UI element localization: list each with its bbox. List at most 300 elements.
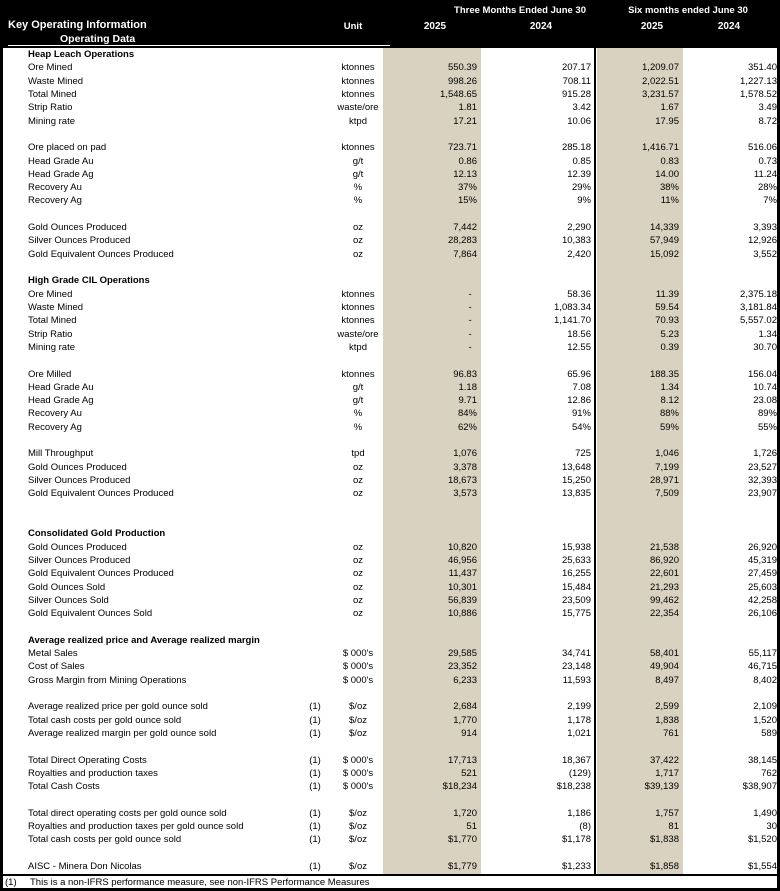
- unit-cell: g/t: [352, 168, 364, 180]
- value-six-months-2024: 32,393: [747, 475, 777, 486]
- value-three-months-2024: 285.18: [561, 142, 591, 154]
- value-three-months-2024: 915.28: [561, 88, 591, 100]
- value-six-months-2025: 57,949: [649, 235, 679, 247]
- value-six-months-2024: 30.70: [753, 341, 777, 353]
- value-six-months-2024: [683, 634, 780, 647]
- value-three-months-2025: -: [468, 328, 477, 340]
- value-six-months-2024: 28%: [757, 182, 777, 194]
- value-six-months-2024: 55,117: [748, 648, 777, 660]
- unit-cell: ktonnes: [341, 88, 375, 100]
- row-label: Metal Sales: [28, 648, 78, 660]
- value-three-months-2024: 1,083.34: [554, 301, 591, 313]
- value-six-months-2025: [595, 634, 683, 647]
- year-header: 2024: [717, 21, 741, 32]
- footnote-ref: [300, 474, 330, 487]
- spacer-row: [0, 687, 780, 700]
- value-six-months-2025: 59%: [659, 421, 679, 433]
- footnote-ref: (1): [309, 714, 321, 726]
- footnote-ref: [300, 567, 330, 580]
- value-six-months-2025: 1,757: [655, 807, 679, 819]
- row-label: Gold Equivalent Ounces Produced: [28, 568, 174, 580]
- value-six-months-2025: 188.35: [649, 368, 679, 380]
- table-row: [0, 155, 780, 168]
- footnote-ref: [300, 660, 330, 673]
- footnote-ref: [300, 487, 330, 500]
- unit-cell: oz: [352, 475, 364, 486]
- value-six-months-2025: $1,858: [649, 861, 679, 873]
- row-label: Average realized price per gold ounce sold: [28, 701, 208, 713]
- row-label: Heap Leach Operations: [28, 49, 135, 60]
- row-label: Gold Equivalent Ounces Sold: [28, 608, 153, 620]
- spacer-row: [0, 208, 780, 221]
- row-label: Average realized price and Average realized margin: [28, 634, 260, 646]
- row-label: Strip Ratio: [28, 328, 73, 340]
- value-three-months-2025: 1,720: [453, 807, 477, 819]
- value-three-months-2025: 723.71: [447, 142, 477, 154]
- value-six-months-2024: 55%: [757, 421, 777, 433]
- value-six-months-2025: [595, 527, 683, 540]
- value-three-months-2025: $1,779: [447, 861, 477, 873]
- value-three-months-2025: 15%: [457, 195, 477, 207]
- row-label: Ore placed on pad: [28, 142, 107, 154]
- footnote-ref: (1): [309, 767, 321, 779]
- footnote-ref: [300, 141, 330, 154]
- row-label: Silver Ounces Sold: [28, 594, 109, 606]
- value-six-months-2025: 761: [663, 727, 679, 739]
- value-six-months-2025: 1.34: [660, 381, 679, 393]
- value-six-months-2024: 10.74: [753, 381, 777, 393]
- value-three-months-2025: 11,437: [448, 568, 477, 580]
- spacer-row: [0, 847, 780, 860]
- table-row: [0, 607, 780, 620]
- section-header-row: [0, 527, 780, 540]
- row-label: Head Grade Ag: [28, 168, 94, 180]
- table-row: [0, 328, 780, 341]
- row-label: AISC - Minera Don Nicolas: [28, 861, 142, 873]
- value-six-months-2024: 3,552: [753, 248, 777, 260]
- row-label: Recovery Au: [28, 182, 82, 194]
- value-six-months-2024: 8,402: [753, 674, 777, 686]
- value-three-months-2024: 18.56: [567, 328, 591, 340]
- value-three-months-2025: 9.71: [458, 395, 477, 407]
- footnote-ref: (1): [309, 834, 321, 846]
- value-three-months-2025: -: [468, 341, 477, 353]
- table-row: [0, 341, 780, 354]
- unit-cell: oz: [352, 248, 364, 260]
- value-six-months-2024: 589: [761, 727, 777, 739]
- unit-cell: $ 000's: [342, 767, 374, 779]
- value-six-months-2024: 3,181.84: [740, 301, 777, 313]
- value-three-months-2024: 1,141.70: [554, 315, 591, 327]
- table-row: [0, 248, 780, 261]
- value-six-months-2024: 762: [761, 767, 777, 779]
- spacer-row: [0, 740, 780, 753]
- row-label: Silver Ounces Produced: [28, 554, 131, 566]
- unit-cell: $/oz: [349, 714, 367, 726]
- value-three-months-2025: 10,820: [447, 541, 477, 553]
- value-six-months-2025: 59.54: [655, 301, 679, 313]
- value-three-months-2025: 2,684: [453, 701, 477, 713]
- value-six-months-2025: 11%: [660, 195, 679, 207]
- unit-cell: $ 000's: [342, 648, 374, 660]
- value-six-months-2025: 15,092: [649, 248, 679, 260]
- table-row: [0, 754, 780, 767]
- value-three-months-2024: 9%: [577, 195, 591, 207]
- unit-cell: oz: [352, 235, 364, 247]
- value-six-months-2024: 2,109: [753, 701, 777, 713]
- footnote-ref: [300, 541, 330, 554]
- year-header: 2024: [529, 21, 553, 32]
- footnote-ref: [300, 394, 330, 407]
- value-three-months-2024: [481, 634, 595, 647]
- footnote-ref: [300, 75, 330, 88]
- row-label: Ore Mined: [28, 288, 73, 300]
- value-three-months-2024: 2,420: [567, 248, 591, 260]
- row-label: Strip Ratio: [28, 102, 73, 114]
- footnote-ref: [300, 328, 330, 341]
- value-three-months-2024: 15,484: [561, 581, 591, 593]
- value-six-months-2024: 351.40: [747, 62, 777, 74]
- value-three-months-2025: 29,585: [447, 648, 477, 660]
- value-six-months-2025: 2,599: [655, 701, 679, 713]
- value-three-months-2025: 1,076: [453, 448, 477, 460]
- value-three-months-2025: 998.26: [447, 75, 477, 87]
- unit-cell: ktonnes: [341, 315, 375, 327]
- spacer-row: [0, 354, 780, 367]
- value-three-months-2025: 521: [461, 767, 477, 779]
- value-six-months-2024: $1,520: [747, 834, 777, 846]
- value-six-months-2024: 89%: [757, 408, 777, 420]
- value-three-months-2024: 15,938: [561, 541, 591, 553]
- row-label: Gold Equivalent Ounces Produced: [28, 248, 174, 260]
- row-label: Recovery Ag: [28, 195, 82, 207]
- footnote-ref: (1): [309, 754, 321, 766]
- unit-cell: oz: [352, 581, 364, 593]
- value-six-months-2024: 23,907: [747, 488, 777, 500]
- value-six-months-2025: [595, 48, 683, 61]
- footnote-ref: (1): [309, 701, 321, 713]
- value-six-months-2024: 1,726: [753, 448, 777, 460]
- value-six-months-2025: 70.93: [655, 315, 679, 327]
- value-three-months-2024: $18,238: [556, 781, 591, 793]
- value-six-months-2024: 26,920: [747, 541, 777, 553]
- table-row: [0, 394, 780, 407]
- table-row: [0, 234, 780, 247]
- value-six-months-2025: 49,904: [649, 661, 679, 673]
- value-three-months-2024: 708.11: [562, 75, 591, 87]
- footnote-row: [0, 874, 780, 891]
- value-six-months-2025: 38%: [659, 182, 679, 194]
- value-six-months-2025: 1,717: [655, 767, 679, 779]
- value-three-months-2024: [481, 48, 595, 61]
- page-title: Key Operating Information: [8, 19, 147, 31]
- footnote-ref: [300, 368, 330, 381]
- footnote-ref: (1): [309, 727, 321, 739]
- unit-cell: ktonnes: [341, 301, 375, 313]
- value-three-months-2024: 15,250: [561, 475, 591, 486]
- section-header-row: [0, 274, 780, 287]
- table-row: [0, 807, 780, 820]
- table-row: [0, 181, 780, 194]
- table-row: [0, 487, 780, 500]
- row-label: Ore Mined: [28, 62, 73, 74]
- value-six-months-2024: 30: [766, 821, 777, 833]
- row-label: Total Mined: [28, 88, 77, 100]
- value-three-months-2025: [386, 527, 481, 540]
- value-six-months-2025: 11.39: [655, 288, 679, 300]
- footnote-ref: (1): [309, 807, 321, 819]
- footnote-ref: [300, 581, 330, 594]
- unit-cell: $ 000's: [342, 781, 374, 793]
- value-three-months-2024: 3.42: [572, 102, 591, 114]
- row-label: Total cash costs per gold ounce sold: [28, 714, 182, 726]
- value-six-months-2025: 17.95: [655, 115, 679, 127]
- value-three-months-2025: 23,352: [447, 661, 477, 673]
- value-three-months-2024: 91%: [571, 408, 591, 420]
- row-label: Gold Ounces Produced: [28, 222, 127, 234]
- value-six-months-2024: [683, 527, 780, 540]
- value-six-months-2024: 1.34: [758, 328, 777, 340]
- unit-cell: ktonnes: [341, 62, 375, 74]
- value-six-months-2024: 1,578.52: [740, 88, 777, 100]
- value-three-months-2025: 12.13: [453, 168, 477, 180]
- table-row: [0, 221, 780, 234]
- row-label: Total Mined: [28, 315, 77, 327]
- table-row: [0, 194, 780, 207]
- value-six-months-2024: 1,490: [753, 807, 777, 819]
- spacer-row: [0, 620, 780, 633]
- value-six-months-2024: 11.24: [753, 168, 777, 180]
- value-six-months-2024: 2,375.18: [740, 288, 777, 300]
- value-six-months-2025: 3,231.57: [642, 88, 679, 100]
- unit-cell: oz: [352, 608, 364, 620]
- value-three-months-2025: -: [468, 301, 477, 313]
- footnote-ref: (1): [309, 861, 321, 873]
- unit-cell: waste/ore: [337, 328, 379, 340]
- table-row: [0, 594, 780, 607]
- table-row: [0, 101, 780, 114]
- value-three-months-2024: 13,648: [561, 461, 591, 473]
- unit-cell: $ 000's: [342, 661, 374, 673]
- page-subtitle: Operating Data: [60, 33, 136, 45]
- unit-cell: oz: [352, 594, 364, 606]
- spacer-row: [0, 501, 780, 514]
- row-label: Gold Equivalent Ounces Produced: [28, 488, 174, 500]
- period-divider-line: [594, 48, 596, 891]
- value-six-months-2024: 45,319: [747, 554, 777, 566]
- footnote-ref: [300, 594, 330, 607]
- value-three-months-2024: 34,741: [561, 648, 591, 660]
- value-six-months-2025: 0.83: [660, 155, 679, 167]
- footnote-ref: [300, 234, 330, 247]
- value-six-months-2024: 26,106: [747, 608, 777, 620]
- value-six-months-2025: 22,354: [649, 608, 679, 620]
- value-three-months-2025: $18,234: [442, 781, 477, 793]
- value-three-months-2025: $1,770: [447, 834, 477, 846]
- unit-cell: %: [353, 408, 363, 420]
- unit-cell: $ 000's: [342, 754, 374, 766]
- footnote-marker: (1): [5, 876, 17, 888]
- row-label: Consolidated Gold Production: [28, 528, 166, 540]
- row-label: Total Cash Costs: [28, 781, 100, 793]
- value-six-months-2024: [683, 274, 780, 287]
- unit-cell: $/oz: [349, 821, 367, 833]
- footnote-ref: [300, 181, 330, 194]
- unit-cell: oz: [352, 488, 364, 500]
- value-three-months-2024: 29%: [571, 182, 591, 194]
- unit-cell: waste/ore: [337, 102, 379, 114]
- row-label: Gold Ounces Produced: [28, 541, 127, 553]
- value-six-months-2024: 38,145: [747, 754, 777, 766]
- value-six-months-2025: 8,497: [655, 674, 679, 686]
- table-row: [0, 833, 780, 846]
- row-label: Waste Mined: [28, 301, 84, 313]
- table-row: [0, 554, 780, 567]
- value-three-months-2025: 10,301: [447, 581, 477, 593]
- footnote-ref: [300, 634, 330, 647]
- value-six-months-2024: 516.06: [747, 142, 777, 154]
- row-label: Mining rate: [28, 115, 75, 127]
- table-row: [0, 461, 780, 474]
- value-six-months-2025: 8.12: [660, 395, 679, 407]
- footnote-ref: [300, 314, 330, 327]
- footnote-ref: [300, 48, 330, 61]
- table-row: [0, 314, 780, 327]
- value-three-months-2025: 550.39: [447, 62, 477, 74]
- table-row: [0, 660, 780, 673]
- footnote-ref: [300, 248, 330, 261]
- table-row: [0, 61, 780, 74]
- row-label: Royalties and production taxes per gold ounce sold: [28, 821, 244, 833]
- value-three-months-2024: 725: [575, 448, 591, 460]
- value-three-months-2024: 11,593: [562, 674, 591, 686]
- table-header-band: [0, 0, 780, 48]
- table-row: [0, 75, 780, 88]
- table-row: [0, 381, 780, 394]
- unit-cell: [330, 527, 386, 540]
- value-six-months-2025: [595, 274, 683, 287]
- unit-cell: oz: [352, 554, 364, 566]
- unit-cell: g/t: [352, 395, 364, 407]
- value-six-months-2025: 21,293: [649, 581, 679, 593]
- value-six-months-2024: 8.72: [758, 115, 777, 127]
- value-six-months-2024: 27,459: [747, 568, 777, 580]
- value-three-months-2025: 1.81: [458, 102, 477, 114]
- unit-cell: $/oz: [349, 701, 367, 713]
- footnote-ref: [300, 288, 330, 301]
- year-header: 2025: [640, 21, 664, 32]
- value-six-months-2025: 81: [668, 821, 679, 833]
- row-label: Mill Throughput: [28, 448, 94, 460]
- value-six-months-2025: 1,416.71: [642, 142, 679, 154]
- column-group-six-months: Six months ended June 30: [628, 5, 748, 16]
- value-six-months-2024: 5,557.02: [740, 315, 777, 327]
- value-three-months-2024: 207.17: [561, 62, 591, 74]
- table-row: [0, 860, 780, 873]
- unit-cell: oz: [352, 541, 364, 553]
- footnote-ref: [300, 168, 330, 181]
- value-three-months-2024: 23,148: [561, 661, 591, 673]
- unit-cell: ktonnes: [341, 368, 375, 380]
- left-border: [0, 0, 3, 891]
- value-six-months-2025: 7,199: [655, 461, 679, 473]
- value-three-months-2025: 10,886: [447, 608, 477, 620]
- value-three-months-2025: 6,233: [453, 674, 477, 686]
- table-row: [0, 767, 780, 780]
- year-header: 2025: [423, 21, 447, 32]
- value-six-months-2024: 25,603: [747, 581, 777, 593]
- value-three-months-2024: 2,290: [567, 222, 591, 234]
- footnote-ref: (1): [309, 781, 321, 793]
- value-six-months-2025: 28,971: [649, 475, 679, 486]
- row-label: Silver Ounces Produced: [28, 235, 131, 247]
- unit-cell: $/oz: [349, 807, 367, 819]
- value-three-months-2025: 84%: [457, 408, 477, 420]
- section-header-row: [0, 48, 780, 61]
- value-six-months-2025: 21,538: [649, 541, 679, 553]
- unit-cell: $/oz: [349, 727, 367, 739]
- footnote-ref: [300, 447, 330, 460]
- value-three-months-2025: 96.83: [453, 368, 477, 380]
- row-label: Total direct operating costs per gold ounce sold: [28, 807, 227, 819]
- value-six-months-2024: 7%: [763, 195, 777, 207]
- footnote-ref: [300, 554, 330, 567]
- table-body-area: [0, 48, 780, 874]
- value-three-months-2025: 51: [466, 821, 477, 833]
- value-three-months-2024: 7.08: [572, 381, 591, 393]
- footnote-ref: [300, 115, 330, 128]
- value-three-months-2025: 62%: [457, 421, 477, 433]
- value-three-months-2024: (8): [579, 821, 591, 833]
- value-three-months-2024: 12.39: [567, 168, 591, 180]
- value-six-months-2024: 3,393: [753, 222, 777, 234]
- value-six-months-2024: 23,527: [747, 461, 777, 473]
- table-row: [0, 700, 780, 713]
- value-six-months-2025: 58,401: [649, 648, 679, 660]
- unit-cell: oz: [352, 222, 364, 234]
- row-label: Head Grade Au: [28, 155, 94, 167]
- value-three-months-2025: 28,283: [447, 235, 477, 247]
- value-three-months-2024: (129): [568, 767, 591, 779]
- value-three-months-2025: 7,442: [453, 222, 477, 234]
- footnote-ref: [300, 527, 330, 540]
- value-three-months-2024: $1,178: [561, 834, 591, 846]
- footnote-ref: [300, 301, 330, 314]
- value-six-months-2025: 1.67: [660, 102, 679, 114]
- footnote-ref: [300, 674, 330, 687]
- value-three-months-2024: 23,509: [561, 594, 591, 606]
- table-row: [0, 368, 780, 381]
- row-label: Silver Ounces Produced: [28, 475, 131, 486]
- value-three-months-2025: 17,713: [447, 754, 477, 766]
- footnote-ref: [300, 274, 330, 287]
- unit-cell: oz: [352, 461, 364, 473]
- value-three-months-2025: 3,378: [453, 461, 477, 473]
- value-three-months-2025: 56,839: [447, 594, 477, 606]
- footnote-text: This is a non-IFRS performance measure, see non-IFRS Performance Measures: [30, 876, 370, 888]
- footnote-ref: [300, 61, 330, 74]
- value-six-months-2025: 2,022.51: [642, 75, 679, 87]
- unit-cell: ktonnes: [341, 142, 375, 154]
- value-three-months-2024: 13,835: [561, 488, 591, 500]
- unit-cell: [330, 274, 386, 287]
- value-six-months-2025: 99,462: [649, 594, 679, 606]
- spacer-row: [0, 794, 780, 807]
- column-group-three-months: Three Months Ended June 30: [454, 5, 586, 16]
- value-six-months-2025: 86,920: [649, 554, 679, 566]
- row-label: Cost of Sales: [28, 661, 85, 673]
- value-six-months-2024: 3.49: [758, 102, 777, 114]
